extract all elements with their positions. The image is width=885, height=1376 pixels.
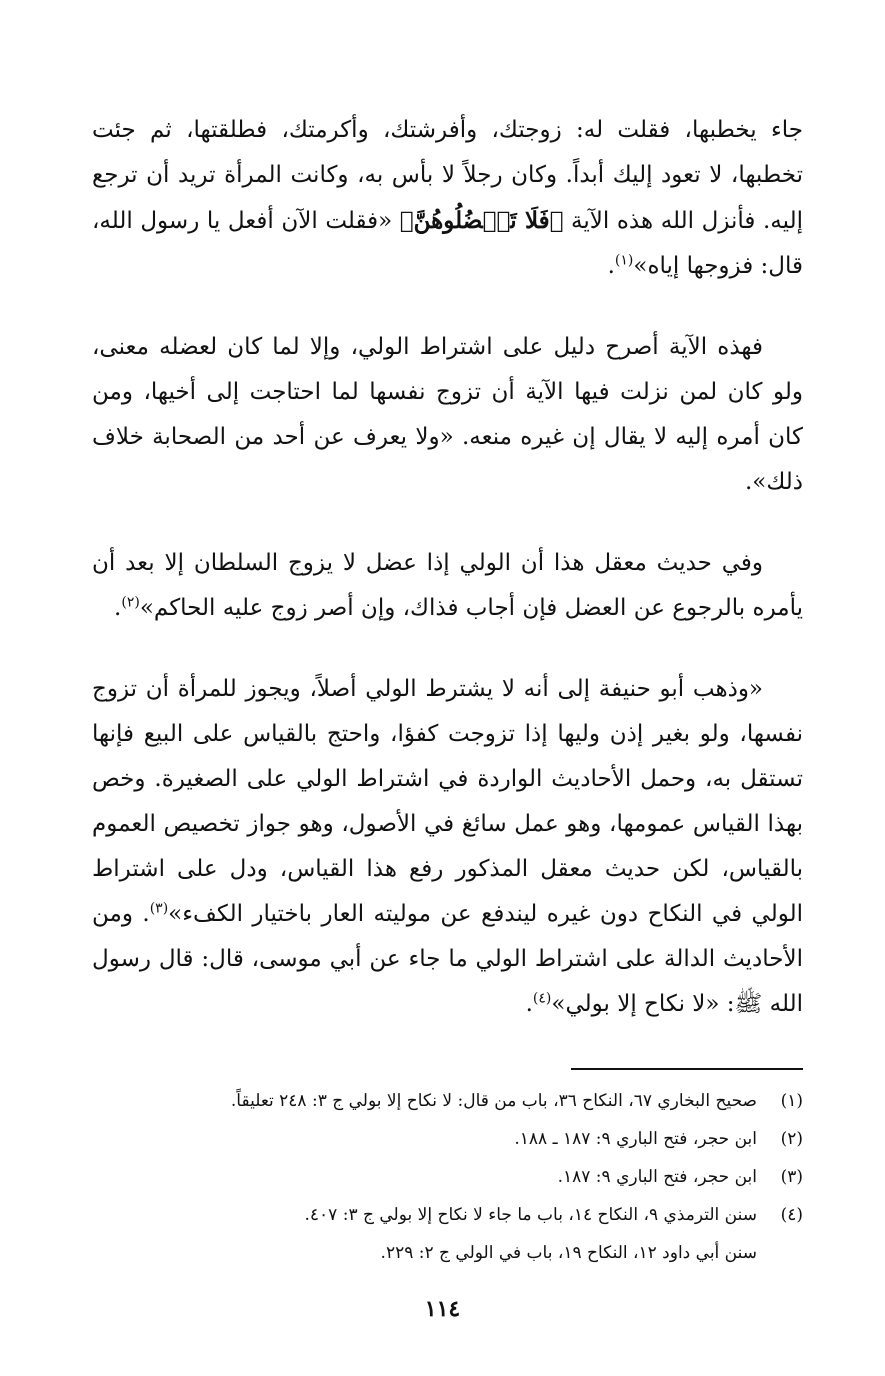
paragraph-4-end: . bbox=[525, 991, 533, 1017]
paragraph-1-text: جاء يخطبها، فقلت له: زوجتك، وأفرشتك، وأكرمتك، فطلقتها، ثم جئت تخطبها، لا تعود إليك أبداً. وكان رجلاً لا بأس به، وكانت المرأة تريد أن ترجع إليه. فأنزل الله هذه الآية bbox=[92, 117, 803, 234]
footnote-ref-3[interactable]: (٣) bbox=[149, 900, 169, 917]
paragraph-3 bbox=[92, 541, 803, 631]
footnote-number: (٢) bbox=[780, 1129, 803, 1149]
footnote-3 bbox=[92, 1158, 803, 1196]
paragraph-1 bbox=[92, 108, 803, 289]
footnote-text: سنن الترمذي ٩، النكاح ١٤، باب ما جاء لا نكاح إلا بولي ج ٣: ٤٠٧. bbox=[304, 1205, 757, 1225]
paragraph-4-text-continued: . ومن الأحاديث الدالة على اشتراط الولي ما جاء عن أبي موسى، قال: قال رسول الله ﷺ: «لا نكاح إلا بولي» bbox=[92, 901, 803, 1017]
main-text bbox=[92, 108, 803, 1063]
quran-verse: ﴿فَلَا تَعۡضُلُوهُنَّ﴾ bbox=[399, 207, 564, 234]
paragraph-1-end: . bbox=[607, 253, 615, 279]
footnote-1 bbox=[92, 1082, 803, 1120]
paragraph-4 bbox=[92, 667, 803, 1027]
footnote-ref-1[interactable]: (١) bbox=[614, 252, 634, 269]
footnote-number: (٤) bbox=[780, 1205, 803, 1225]
footnotes bbox=[92, 1082, 803, 1272]
paragraph-1-text-continued: «فقلت الآن أفعل يا رسول الله، قال: فزوجها إياه» bbox=[92, 208, 803, 279]
paragraph-2 bbox=[92, 325, 803, 505]
footnote-text: ابن حجر، فتح الباري ٩: ١٨٧ ـ ١٨٨. bbox=[514, 1129, 757, 1149]
footnote-4-continuation: سنن أبي داود ١٢، النكاح ١٩، باب في الولي ج ٢: ٢٢٩. bbox=[380, 1243, 757, 1263]
footnote-4 bbox=[92, 1196, 803, 1234]
footnote-2 bbox=[92, 1120, 803, 1158]
footnote-ref-4[interactable]: (٤) bbox=[532, 990, 552, 1007]
footnote-number: (٣) bbox=[780, 1167, 803, 1187]
paragraph-3-text: وفي حديث معقل هذا أن الولي إذا عضل لا يزوج السلطان إلا بعد أن يأمره بالرجوع عن العضل فإن أجاب فذاك، وإن أصر زوج عليه الحاكم» bbox=[92, 550, 803, 621]
page-number: ١١٤ bbox=[424, 1296, 461, 1322]
footnote-number: (١) bbox=[780, 1091, 803, 1111]
footnote-text: صحيح البخاري ٦٧، النكاح ٣٦، باب من قال: لا نكاح إلا بولي ج ٣: ٢٤٨ تعليقاً. bbox=[230, 1091, 757, 1111]
footnote-ref-2[interactable]: (٢) bbox=[121, 594, 140, 611]
paragraph-2-text: فهذه الآية أصرح دليل على اشتراط الولي، وإلا لما كان لعضله معنى، ولو كان لمن نزلت فيها الآية أن تزوج نفسها لما احتاجت إلى أخيها، ومن كان أمره إليه لا يقال إن غيره منعه. «ولا يعرف عن أحد من الصحابة خلاف ذلك». bbox=[92, 334, 803, 495]
paragraph-4-text: «وذهب أبو حنيفة إلى أنه لا يشترط الولي أصلاً، ويجوز للمرأة أن تزوج نفسها، ولو بغير إذن وليها إذا تزوجت كفؤا، واحتج بالقياس على البيع فإنها تستقل به، وحمل الأحاديث الواردة في اشتراط الولي على الصغيرة. وخص بهذا القياس عمومها، وهو عمل سائغ في الأصول، وهو جواز تخصيص العموم بالقياس، لكن حديث معقل المذكور رفع هذا القياس، ودل على اشتراط الولي في النكاح دون غيره ليندفع عن موليته العار باختيار الكفء» bbox=[92, 676, 804, 927]
footnote-text: ابن حجر، فتح الباري ٩: ١٨٧. bbox=[557, 1167, 757, 1187]
footnote-separator bbox=[571, 1068, 803, 1070]
paragraph-3-end: . bbox=[114, 595, 122, 621]
